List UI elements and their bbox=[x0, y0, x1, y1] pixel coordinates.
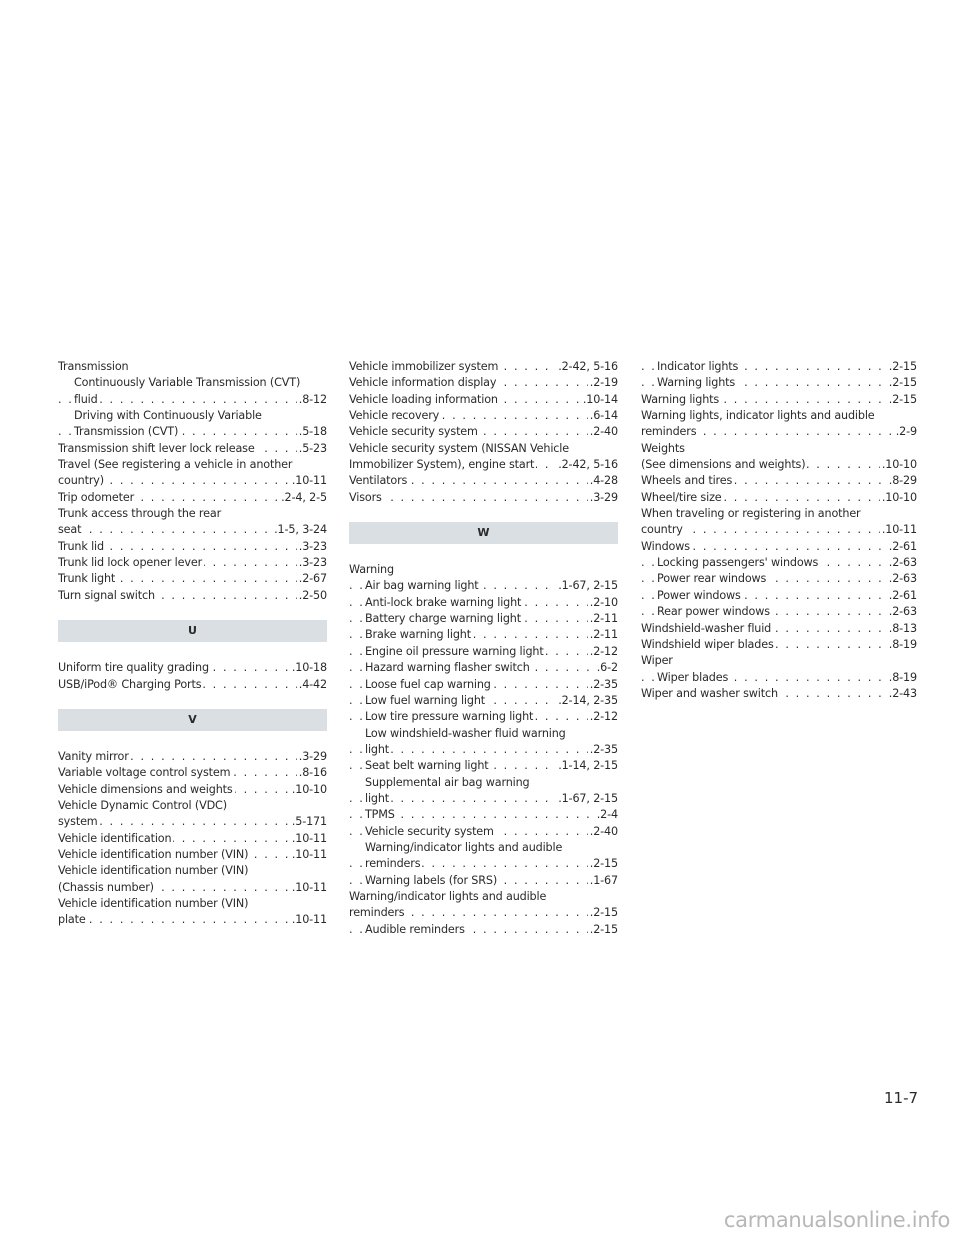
index-entry-text: Power rear windows bbox=[657, 572, 767, 586]
index-entry bbox=[349, 473, 618, 489]
index-entry bbox=[349, 490, 618, 506]
index-entry-page: .2-15 bbox=[588, 905, 618, 921]
index-entry-page: .3-23 bbox=[297, 555, 327, 571]
index-entry-text: Warning bbox=[349, 563, 394, 577]
index-entry-text: Hazard warning flasher switch bbox=[365, 661, 530, 675]
index-entry-page: .2-35 bbox=[588, 742, 618, 758]
index-entry bbox=[58, 782, 327, 798]
index-entry-page: .2-15 bbox=[588, 922, 618, 938]
index-entry-text: Vehicle security system bbox=[349, 425, 478, 439]
index-entry-text: Air bag warning light bbox=[365, 579, 479, 593]
index-entry bbox=[349, 408, 618, 424]
index-entry-page: .2-10 bbox=[588, 595, 618, 611]
index-entry bbox=[349, 726, 618, 742]
index-entry-page: .3-29 bbox=[588, 490, 618, 506]
index-entry-text: Warning lights bbox=[641, 392, 720, 406]
index-entry-page: .2-35 bbox=[588, 677, 618, 693]
index-entry bbox=[641, 653, 917, 669]
index-entry bbox=[58, 506, 327, 522]
index-entry-page: .2-4, 2-5 bbox=[279, 490, 327, 506]
index-entry-text: Trunk access through the rear bbox=[58, 507, 222, 521]
index-entry-page: .4-42 bbox=[297, 677, 327, 693]
index-entry bbox=[349, 775, 618, 791]
index-entry bbox=[58, 831, 327, 847]
index-entry bbox=[58, 375, 327, 391]
index-entry-page: .1-5, 3-24 bbox=[272, 522, 327, 538]
index-entry bbox=[58, 912, 327, 928]
index-entry-text: country bbox=[641, 523, 683, 537]
index-column-3 bbox=[641, 359, 917, 702]
index-entry-text: Windows bbox=[641, 539, 690, 553]
index-entry-text: Wiper bbox=[641, 654, 673, 668]
index-entry-text: country) bbox=[58, 474, 104, 488]
index-entry-text: USB/iPod® Charging Ports bbox=[58, 677, 202, 691]
index-entry-page: .10-11 bbox=[880, 522, 917, 538]
index-entry-text: Indicator lights bbox=[657, 360, 739, 373]
index-entry-page: .10-10 bbox=[880, 490, 917, 506]
index-entry bbox=[349, 424, 618, 440]
index-entry-text: Seat belt warning light bbox=[365, 759, 489, 773]
page-number: 11-7 bbox=[884, 1089, 919, 1107]
index-entry-text: Rear power windows bbox=[657, 605, 770, 619]
index-entry bbox=[58, 814, 327, 830]
index-entry-text: Warning lights bbox=[657, 376, 736, 390]
index-entry bbox=[641, 473, 917, 489]
index-entry bbox=[641, 522, 917, 538]
index-entry-text: Continuously Variable Transmission (CVT) bbox=[74, 376, 301, 390]
index-entry bbox=[58, 765, 327, 781]
index-entry-text: Battery charge warning light bbox=[365, 612, 521, 626]
index-entry bbox=[349, 595, 618, 611]
index-entry-text: reminders bbox=[349, 906, 405, 920]
index-entry-text: Windshield-washer fluid bbox=[641, 621, 772, 635]
index-entry-text: Trunk light bbox=[58, 572, 116, 586]
index-entry-text: Windshield wiper blades bbox=[641, 637, 774, 651]
index-entry bbox=[58, 847, 327, 863]
index-entry-text: Visors bbox=[349, 490, 382, 504]
index-entry-text: seat bbox=[58, 523, 82, 537]
index-entry bbox=[641, 539, 917, 555]
index-entry-text: reminders bbox=[641, 425, 697, 439]
index-entry bbox=[349, 742, 618, 758]
index-entry-page: .2-50 bbox=[297, 588, 327, 604]
index-entry-page: .8-19 bbox=[887, 637, 917, 653]
index-entry bbox=[58, 490, 327, 506]
section-letter-header: W bbox=[349, 522, 618, 544]
index-entry-text: Trunk lid bbox=[58, 539, 104, 553]
index-entry-text: plate bbox=[58, 913, 86, 927]
index-entry-text: Vehicle identification number (VIN) bbox=[58, 864, 249, 878]
index-entry bbox=[349, 905, 618, 921]
index-entry-text: Ventilators bbox=[349, 474, 408, 488]
index-entry bbox=[349, 457, 618, 473]
index-entry bbox=[641, 686, 917, 702]
index-column-1 bbox=[58, 359, 327, 929]
index-entry-page: .2-12 bbox=[588, 709, 618, 725]
index-entry-page: .2-12 bbox=[588, 644, 618, 660]
index-entry-page: .2-63 bbox=[887, 604, 917, 620]
index-entry bbox=[641, 441, 917, 457]
index-entry-text: Vehicle immobilizer system bbox=[349, 360, 499, 373]
index-entry bbox=[349, 578, 618, 594]
section-letter-header: V bbox=[58, 709, 327, 731]
index-entry-text: (Chassis number) bbox=[58, 880, 154, 894]
index-entry bbox=[58, 571, 327, 587]
index-entry bbox=[349, 693, 618, 709]
index-entry-page: .10-11 bbox=[290, 880, 327, 896]
index-entry-page: .2-15 bbox=[887, 392, 917, 408]
index-entry-page: .10-11 bbox=[290, 831, 327, 847]
index-entry-text: Trunk lid lock opener lever bbox=[58, 556, 203, 570]
index-entry bbox=[58, 555, 327, 571]
index-entry-page: .2-19 bbox=[588, 375, 618, 391]
index-entry-page: .2-61 bbox=[887, 539, 917, 555]
index-entry-page: .1-67 bbox=[588, 873, 618, 889]
index-entry-text: Transmission bbox=[58, 360, 129, 373]
index-entry-page: .3-23 bbox=[297, 539, 327, 555]
index-entry bbox=[58, 359, 327, 375]
index-entry bbox=[349, 840, 618, 856]
index-entry-page: .10-11 bbox=[290, 847, 327, 863]
index-entry-page: .2-67 bbox=[297, 571, 327, 587]
index-entry-text: Locking passengers' windows bbox=[657, 556, 819, 570]
index-entry bbox=[58, 677, 327, 693]
index-entry bbox=[641, 621, 917, 637]
index-entry bbox=[58, 539, 327, 555]
index-entry bbox=[641, 670, 917, 686]
index-entry bbox=[58, 457, 327, 473]
index-entry-text: Engine oil pressure warning light bbox=[365, 644, 544, 658]
index-entry-text: Variable voltage control system bbox=[58, 766, 231, 780]
index-entry-text: Audible reminders bbox=[365, 922, 465, 936]
index-entry bbox=[641, 490, 917, 506]
index-entry-text: Wheels and tires bbox=[641, 474, 733, 488]
index-entry bbox=[349, 627, 618, 643]
index-entry-text: Wiper and washer switch bbox=[641, 686, 778, 700]
index-entry-page: .8-12 bbox=[297, 392, 327, 408]
index-entry-page: .8-19 bbox=[887, 670, 917, 686]
index-entry bbox=[349, 644, 618, 660]
index-entry-page: .2-43 bbox=[887, 686, 917, 702]
index-entry-page: .10-11 bbox=[290, 912, 327, 928]
index-entry-page: .8-16 bbox=[297, 765, 327, 781]
index-entry-text: Vehicle Dynamic Control (VDC) bbox=[58, 798, 227, 812]
index-entry-page: .2-42, 5-16 bbox=[556, 359, 618, 375]
index-entry bbox=[349, 441, 618, 457]
index-entry-page: .6-2 bbox=[595, 660, 618, 676]
index-entry bbox=[349, 611, 618, 627]
index-entry-page: .2-14, 2-35 bbox=[556, 693, 618, 709]
index-entry-text: Low tire pressure warning light bbox=[365, 710, 534, 724]
index-entry-page: .5-18 bbox=[297, 424, 327, 440]
index-entry-text: Power windows bbox=[657, 588, 741, 602]
index-entry bbox=[58, 392, 327, 408]
index-entry-page: .8-13 bbox=[887, 621, 917, 637]
index-entry-text: Vehicle identification number (VIN) bbox=[58, 896, 249, 910]
index-entry bbox=[58, 588, 327, 604]
index-entry bbox=[58, 660, 327, 676]
index-entry bbox=[58, 896, 327, 912]
index-entry-page: .2-63 bbox=[887, 571, 917, 587]
index-entry bbox=[349, 922, 618, 938]
index-entry bbox=[641, 637, 917, 653]
index-entry-text: Vanity mirror bbox=[58, 749, 129, 763]
index-entry-page: .10-18 bbox=[290, 660, 327, 676]
index-entry-page: .2-4 bbox=[595, 807, 618, 823]
index-entry bbox=[349, 889, 618, 905]
index-entry-text: Transmission shift lever lock release bbox=[58, 441, 255, 455]
index-entry bbox=[349, 562, 618, 578]
index-entry-text: Vehicle recovery bbox=[349, 409, 440, 423]
index-entry-text: Weights bbox=[641, 441, 685, 455]
index-entry bbox=[349, 791, 618, 807]
index-entry bbox=[349, 375, 618, 391]
index-entry bbox=[641, 359, 917, 375]
index-entry-page: .2-15 bbox=[887, 359, 917, 375]
index-entry-text: Vehicle loading information bbox=[349, 392, 498, 406]
section-letter-header: U bbox=[58, 620, 327, 642]
index-entry bbox=[58, 863, 327, 879]
index-entry-page: .6-14 bbox=[588, 408, 618, 424]
index-entry bbox=[349, 856, 618, 872]
index-entry-text: Travel (See registering a vehicle in another bbox=[58, 458, 293, 472]
index-entry-page: .2-42, 5-16 bbox=[556, 457, 618, 473]
index-entry-text: Supplemental air bag warning bbox=[365, 775, 530, 789]
index-entry-page: .1-14, 2-15 bbox=[556, 758, 618, 774]
index-entry bbox=[349, 392, 618, 408]
index-column-2 bbox=[349, 359, 618, 938]
index-entry-page: .1-67, 2-15 bbox=[556, 791, 618, 807]
index-entry-text: Anti-lock brake warning light bbox=[365, 595, 522, 609]
index-entry-text: Vehicle dimensions and weights bbox=[58, 782, 233, 796]
index-entry-page: .2-9 bbox=[894, 424, 917, 440]
index-entry bbox=[349, 873, 618, 889]
index-entry-text: light bbox=[365, 742, 390, 756]
index-entry-page: .5-23 bbox=[297, 441, 327, 457]
index-entry-page: .2-40 bbox=[588, 824, 618, 840]
index-entry-text: (See dimensions and weights) bbox=[641, 458, 806, 472]
index-entry-page: .2-40 bbox=[588, 424, 618, 440]
index-entry-text: Transmission (CVT) bbox=[74, 425, 179, 439]
index-entry bbox=[641, 457, 917, 473]
index-entry-text: Brake warning light bbox=[365, 628, 471, 642]
index-entry-page: .2-11 bbox=[588, 627, 618, 643]
index-entry bbox=[58, 424, 327, 440]
index-entry bbox=[641, 424, 917, 440]
index-entry-text: system bbox=[58, 815, 98, 829]
index-entry-text: Trip odometer bbox=[58, 490, 135, 504]
index-entry-page: .10-10 bbox=[880, 457, 917, 473]
index-entry-page: .5-171 bbox=[290, 814, 327, 830]
index-entry-page: .2-15 bbox=[887, 375, 917, 391]
index-entry-text: Vehicle security system bbox=[365, 824, 494, 838]
index-entry bbox=[641, 506, 917, 522]
index-entry-page: .10-14 bbox=[581, 392, 618, 408]
index-entry-text: Vehicle identification bbox=[58, 831, 172, 845]
watermark-text: carmanualsonline.info bbox=[723, 1208, 950, 1232]
index-entry bbox=[349, 824, 618, 840]
index-entry-page: .3-29 bbox=[297, 749, 327, 765]
index-entry-text: Wheel/tire size bbox=[641, 490, 722, 504]
index-entry-page: .2-15 bbox=[588, 856, 618, 872]
index-entry bbox=[349, 807, 618, 823]
index-entry bbox=[641, 375, 917, 391]
index-entry-text: TPMS bbox=[365, 808, 395, 822]
index-entry bbox=[641, 392, 917, 408]
index-entry-text: reminders bbox=[365, 857, 421, 871]
index-entry-page: .2-11 bbox=[588, 611, 618, 627]
index-entry bbox=[641, 588, 917, 604]
index-entry bbox=[58, 880, 327, 896]
index-entry-page: .10-11 bbox=[290, 473, 327, 489]
index-entry-text: fluid bbox=[74, 392, 98, 406]
index-entry bbox=[349, 359, 618, 375]
index-entry-text: Low fuel warning light bbox=[365, 693, 486, 707]
index-entry-text: Loose fuel cap warning bbox=[365, 677, 491, 691]
index-entry-text: Warning/indicator lights and audible bbox=[349, 889, 547, 903]
index-entry bbox=[349, 677, 618, 693]
index-entry-text: Vehicle security system (NISSAN Vehicle bbox=[349, 441, 569, 455]
index-entry bbox=[641, 408, 917, 424]
index-entry-text: When traveling or registering in another bbox=[641, 507, 861, 521]
index-entry-page: .10-10 bbox=[290, 782, 327, 798]
index-entry-text: Driving with Continuously Variable bbox=[74, 409, 262, 423]
index-entry bbox=[641, 571, 917, 587]
index-entry-page: .2-63 bbox=[887, 555, 917, 571]
index-entry-page: .8-29 bbox=[887, 473, 917, 489]
index-entry-text: Warning lights, indicator lights and audible bbox=[641, 409, 875, 423]
index-entry bbox=[58, 473, 327, 489]
index-entry bbox=[641, 604, 917, 620]
index-entry-text: Warning labels (for SRS) bbox=[365, 873, 498, 887]
index-entry-text: Turn signal switch bbox=[58, 588, 155, 602]
index-entry bbox=[58, 749, 327, 765]
index-entry bbox=[641, 555, 917, 571]
index-entry-text: Low windshield-washer fluid warning bbox=[365, 726, 566, 740]
index-entry bbox=[349, 709, 618, 725]
index-entry bbox=[58, 408, 327, 424]
index-entry-text: Vehicle information display bbox=[349, 376, 497, 390]
index-entry-text: Immobilizer System), engine start bbox=[349, 458, 535, 472]
index-entry-page: .2-61 bbox=[887, 588, 917, 604]
index-entry bbox=[349, 758, 618, 774]
index-entry bbox=[58, 522, 327, 538]
index-entry-text: Wiper blades bbox=[657, 670, 729, 684]
index-entry-text: light bbox=[365, 791, 390, 805]
index-entry bbox=[58, 798, 327, 814]
index-entry bbox=[349, 660, 618, 676]
index-entry-text: Warning/indicator lights and audible bbox=[365, 840, 563, 854]
index-entry-page: .4-28 bbox=[588, 473, 618, 489]
index-entry-page: .1-67, 2-15 bbox=[556, 578, 618, 594]
index-entry-text: Uniform tire quality grading bbox=[58, 661, 209, 675]
index-entry-text: Vehicle identification number (VIN) bbox=[58, 847, 249, 861]
index-entry bbox=[58, 441, 327, 457]
